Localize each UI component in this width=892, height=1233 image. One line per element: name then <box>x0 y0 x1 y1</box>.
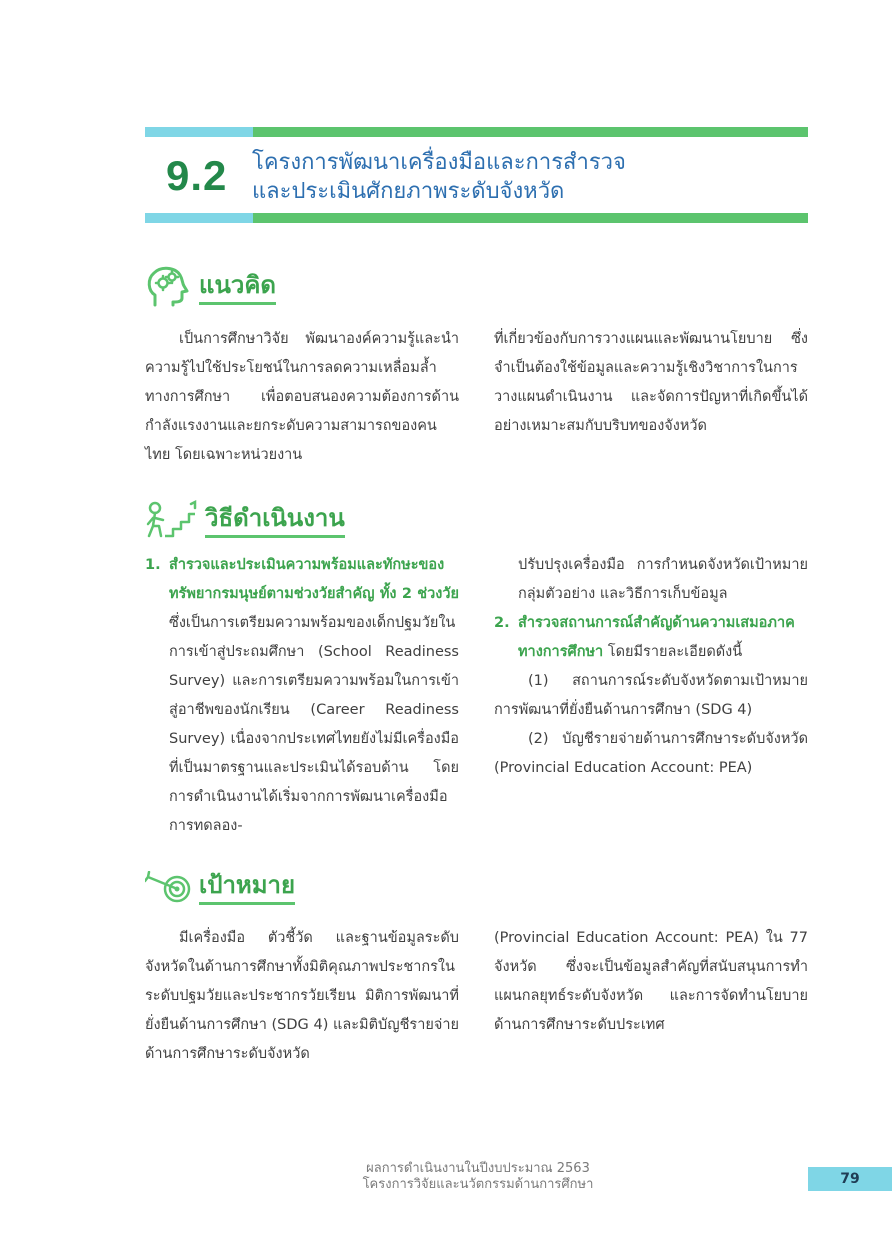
concept-text-right: ที่เกี่ยวข้องกับการวางแผนและพัฒนานโยบาย ซึ่งจำเป็นต้องใช้ข้อมูลและความรู้เชิงวิชาการในการวางแผนดำเนินงาน และจัดการปัญหาที่เกิดขึ้นได้อย่างเหมาะสมกับบริบทของจังหวัด <box>494 331 808 434</box>
method-sub-2: (2) บัญชีรายจ่ายด้านการศึกษาระดับจังหวัด (Provincial Education Account: PEA) <box>494 731 808 776</box>
method-col-right <box>494 551 808 783</box>
goal-heading-text: เป้าหมาย <box>199 870 295 905</box>
goal-col-left <box>145 924 459 1069</box>
method-sub-1: (1) สถานการณ์ระดับจังหวัดตามเป้าหมายการพัฒนาที่ยั่งยืนด้านการศึกษา (SDG 4) <box>494 673 808 718</box>
method-item-1-number: 1. <box>145 557 161 573</box>
method-item-1-text: ซึ่งเป็นการเตรียมความพร้อมของเด็กปฐมวัยในการเข้าสู่ประถมศึกษา (School Readiness Survey) และการเตรียมความพร้อมในการเข้าสู่อาชีพของนักเรียน (Career Readiness Survey) เนื่องจากประเทศไทยยังไม่มีเครื่องมือที่เป็นมาตรฐานและประเมินได้รอบด้าน โดยการดำเนินงานได้เริ่มจากการพัฒนาเครื่องมือ การทดลอง- <box>169 615 459 834</box>
page-number-box <box>808 1167 892 1191</box>
goal-text-left: มีเครื่องมือ ตัวชี้วัด และฐานข้อมูลระดับจังหวัดในด้านการศึกษาทั้งมิติคุณภาพประชากรในระดับปฐมวัยและประชากรวัยเรียน มิติการพัฒนาที่ยั่งยืนด้านการศึกษา (SDG 4) และมิติบัญชีรายจ่ายด้านการศึกษาระดับจังหวัด <box>145 930 459 1062</box>
method-list <box>145 551 459 841</box>
stairs-climber-icon <box>145 500 197 540</box>
method-item-2-bold: สำรวจสถานการณ์สำคัญด้านความเสมอภาคทางการศึกษา <box>518 615 795 660</box>
goal-col-right <box>494 924 808 1040</box>
header-bar-top-blue <box>145 127 253 137</box>
footer-line1: ผลการดำเนินงานในปีงบประมาณ 2563 <box>366 1161 590 1176</box>
target-arrow-icon <box>145 871 191 905</box>
method-heading-text: วิธีดำเนินงาน <box>205 503 345 538</box>
goal-heading <box>145 870 295 905</box>
method-item-2 <box>494 609 808 667</box>
section-title <box>252 148 626 206</box>
header-bar-top-green <box>253 127 808 137</box>
concept-heading <box>145 265 276 309</box>
method-item-2-number: 2. <box>494 615 510 631</box>
goal-text-right: (Provincial Education Account: PEA) ใน 77 จังหวัด ซึ่งจะเป็นข้อมูลสำคัญที่สนับสนุนการทำแผนกลยุทธ์ระดับจังหวัด และการจัดทำนโยบายด้านการศึกษาระดับประเทศ <box>494 930 808 1033</box>
concept-col-right <box>494 325 808 441</box>
head-gears-icon <box>145 265 191 309</box>
method-item-1 <box>145 551 459 841</box>
concept-col-left <box>145 325 459 470</box>
header-bar-bottom-green <box>253 213 808 223</box>
concept-heading-text: แนวคิด <box>199 270 276 305</box>
concept-text-left: เป็นการศึกษาวิจัย พัฒนาองค์ความรู้และนำความรู้ไปใช้ประโยชน์ในการลดความเหลื่อมล้ำทางการศึกษา เพื่อตอบสนองความต้องการด้านกำลังแรงงานและยกระดับความสามารถของคนไทย โดยเฉพาะหน่วยงาน <box>145 331 459 463</box>
method-item-1-continued <box>494 551 808 609</box>
method-item-1-cont-text: ปรับปรุงเครื่องมือ การกำหนดจังหวัดเป้าหมาย กลุ่มตัวอย่าง และวิธีการเก็บข้อมูล <box>518 557 808 602</box>
section-title-line1: โครงการพัฒนาเครื่องมือและการสำรวจ <box>252 150 626 175</box>
footer <box>338 1161 618 1193</box>
method-heading <box>145 500 345 540</box>
method-item-1-bold: สำรวจและประเมินความพร้อมและทักษะของทรัพยากรมนุษย์ตามช่วงวัยสำคัญ ทั้ง 2 ช่วงวัย <box>169 557 459 602</box>
section-title-line2: และประเมินศักยภาพระดับจังหวัด <box>252 179 565 204</box>
header-bar-bottom-blue <box>145 213 253 223</box>
section-number: 9.2 <box>166 152 228 199</box>
page-number: 79 <box>840 1171 860 1187</box>
footer-line2: โครงการวิจัยและนวัตกรรมด้านการศึกษา <box>362 1177 594 1192</box>
method-item-2-text: โดยมีรายละเอียดดังนี้ <box>603 644 743 660</box>
method-col-left <box>145 551 459 841</box>
